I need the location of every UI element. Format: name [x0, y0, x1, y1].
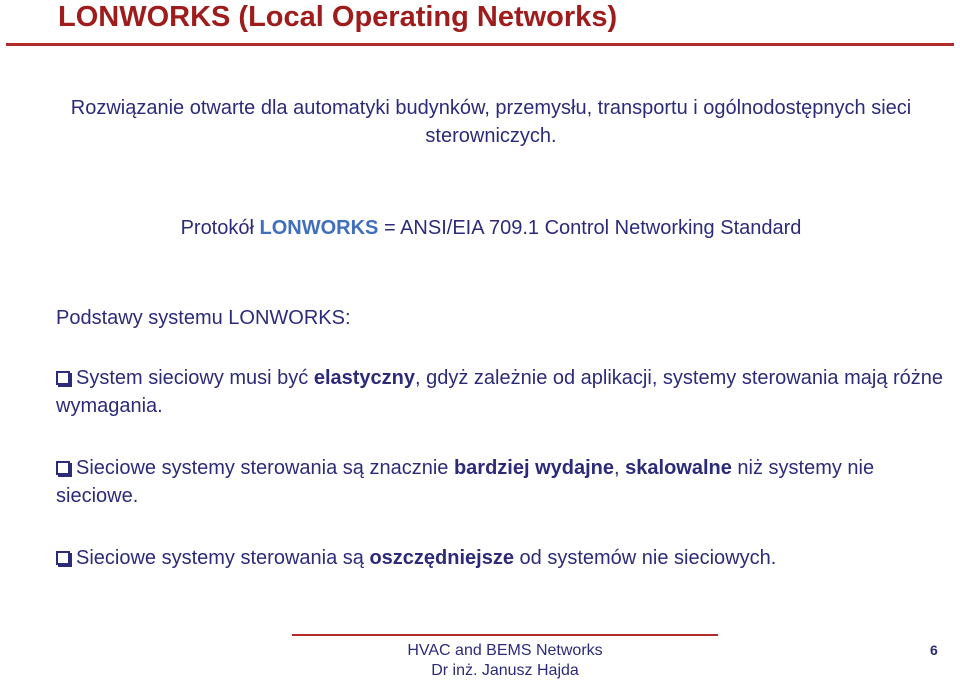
bullet-text: , — [614, 457, 626, 479]
footer-course-title: HVAC and BEMS Networks — [407, 642, 603, 659]
intro-text: Rozwiązanie otwarte dla automatyki budynków, przemysłu, transportu i ogólnodostępnych sieci sterowniczych. — [70, 97, 912, 147]
page-number: 6 — [930, 642, 938, 658]
bullet-text: Sieciowe systemy sterowania są znacznie — [76, 457, 454, 479]
bullet-text: niż systemy nie sieciowe. — [56, 457, 875, 507]
bullet-emphasis: skalowalne — [625, 457, 732, 479]
checkbox-bullet-icon — [56, 551, 70, 565]
bullet-item-flexible — [56, 364, 956, 420]
bullet-item-efficient — [56, 454, 956, 510]
protocol-line — [60, 214, 922, 242]
footer-author: Dr inż. Janusz Hajda — [431, 662, 579, 679]
bullet-emphasis: oszczędniejsze — [369, 547, 514, 569]
bullet-text: System sieciowy musi być — [76, 367, 314, 389]
basics-heading: Podstawy systemu LONWORKS: — [56, 307, 351, 329]
bullet-text: od systemów nie sieciowych. — [513, 547, 777, 569]
bullet-text: , gdyż zależnie od aplikacji, systemy sterowania mają różne wymagania. — [56, 367, 944, 417]
bullet-text: Sieciowe systemy sterowania są — [76, 547, 370, 569]
footer-divider — [292, 634, 718, 636]
protocol-prefix: Protokół — [180, 217, 260, 239]
checkbox-bullet-icon — [56, 371, 70, 385]
bullet-emphasis: elastyczny — [313, 367, 416, 389]
checkbox-bullet-icon — [56, 461, 70, 475]
slide-title: LONWORKS (Local Operating Networks) — [58, 1, 618, 33]
title-divider — [6, 43, 954, 46]
bullet-item-economical — [56, 544, 956, 572]
protocol-name: LONWORKS — [259, 217, 379, 239]
bullet-emphasis: bardziej wydajne — [453, 457, 615, 479]
protocol-suffix: = ANSI/EIA 709.1 Control Networking Standard — [378, 217, 802, 239]
